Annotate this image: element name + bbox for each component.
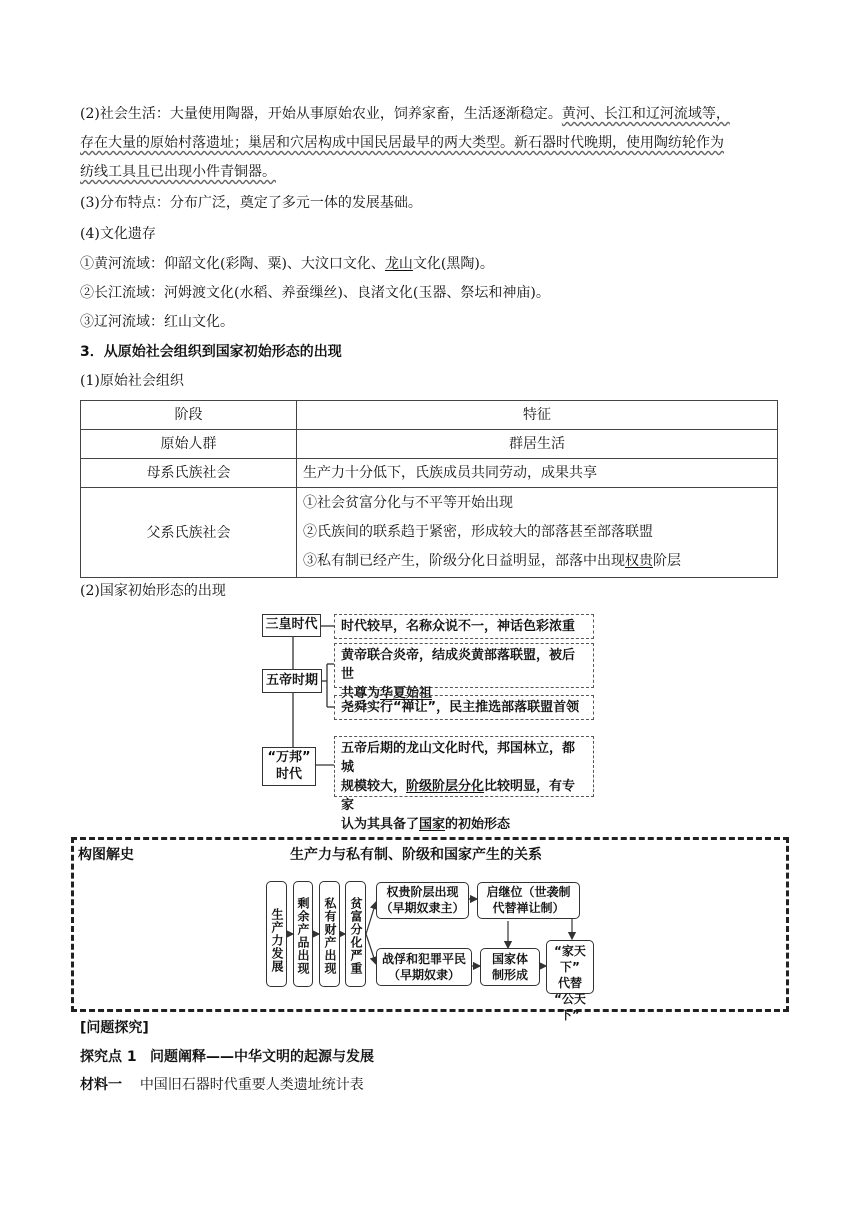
succession-box	[477, 882, 580, 919]
heritage-liao-river: ③辽河流域：红山文化。	[80, 314, 234, 330]
heritage-yangtze: ②长江流域：河姆渡文化(水稻、养蚕缫丝)、良渚文化(玉器、祭坛和神庙)。	[80, 285, 550, 301]
text: 的初始形态	[445, 817, 511, 832]
text: 战俘和犯罪平民	[381, 952, 466, 966]
section-3-heading: 3．从原始社会组织到国家初始形态的出现	[80, 344, 342, 360]
private-property-box: 私有财产出现	[319, 881, 340, 987]
nobility-box	[376, 882, 469, 919]
distribution-line: (3)分布特点：分布广泛，奠定了多元一体的发展基础。	[80, 195, 422, 211]
cell-feature: 群居生活	[297, 430, 778, 459]
social-life-line-2: 存在大量的原始村落遗址；巢居和穴居构成中国民居最早的两大类型。新石器时代晚期，使用陶纺轮作为	[80, 135, 724, 151]
text: （早期奴隶）	[387, 968, 460, 982]
sanhuang-desc: 时代较早，名称众说不一，神话色彩浓重	[334, 614, 594, 639]
wudi-box: 五帝时期	[262, 669, 322, 693]
social-life-line-3: 纺线工具且已出现小件青铜器。	[80, 164, 276, 180]
diagram2-label: 构图解史	[78, 847, 134, 863]
material-text: 中国旧石器时代重要人类遗址统计表	[139, 1077, 364, 1093]
cell-stage: 原始人群	[81, 430, 297, 459]
text: 黄帝联合炎帝，结成炎黄部落联盟，被后世	[341, 648, 576, 682]
text: 时代	[275, 767, 302, 782]
text: 代替	[557, 976, 582, 990]
feature-item: ①社会贫富分化与不平等开始出现	[303, 495, 513, 511]
text: “万邦”	[267, 750, 311, 765]
text: 认为其具备了	[341, 817, 420, 832]
wudi-desc-2: 尧舜实行“禅让”，民主推选部落联盟首领	[334, 695, 594, 720]
text: (2)社会生活：大量使用陶器，开始从事原始农业，饲养家畜，生活逐渐稳定。	[80, 106, 562, 122]
underlined-text: 权贵	[625, 553, 653, 569]
text: ③私有制已经产生，阶级分化日益明显，部落中出现	[303, 553, 625, 569]
text: 权贵阶层出现	[386, 885, 459, 899]
family-rule-box	[546, 940, 594, 1022]
header-feature: 特征	[297, 401, 778, 430]
text: 国家体	[491, 952, 528, 966]
text: “家天下”	[554, 944, 586, 974]
point-text: 问题阐释——中华文明的起源与发展	[149, 1049, 374, 1065]
cell-stage: 父系氏族社会	[81, 488, 297, 578]
inquiry-heading: [问题探究]	[80, 1020, 149, 1036]
org-title: (1)原始社会组织	[80, 373, 184, 389]
text: 启继位（世袭制	[486, 885, 571, 899]
inquiry-point	[80, 1047, 374, 1067]
point-label: 探究点 1	[80, 1049, 137, 1065]
text: 比较明显，有专家	[341, 779, 576, 813]
text: 共尊为	[341, 686, 381, 701]
header-stage: 阶段	[81, 401, 297, 430]
material-line	[80, 1075, 364, 1095]
productivity-box: 生产力发展	[266, 881, 287, 987]
text: 五帝后期的龙山文化时代，邦国林立，都城	[341, 741, 576, 775]
text: 规模较大，	[341, 779, 407, 794]
text: 文化(黑陶)。	[412, 256, 494, 272]
sanhuang-box: 三皇时代	[262, 614, 321, 637]
underlined-text: 国家	[419, 817, 446, 832]
text: （早期奴隶主）	[380, 901, 465, 915]
text: “公天下”	[554, 992, 586, 1022]
state-title: (2)国家初始形态的出现	[80, 583, 226, 599]
text: ①黄河流域：仰韶文化(彩陶、粟)、大汶口文化、	[80, 256, 385, 272]
text: 制形成	[491, 968, 528, 982]
underlined-text: 龙山	[384, 256, 413, 272]
emphasis-text: 黄河、长江和辽河流域等，	[561, 106, 730, 122]
diagram2-title: 生产力与私有制、阶级和国家产生的关系	[290, 847, 542, 863]
state-system-box	[480, 948, 540, 986]
heritage-title: (4)文化遗存	[80, 226, 156, 242]
slaves-box	[376, 948, 472, 986]
feature-item: ②氏族间的联系趋于紧密，形成较大的部落甚至部落联盟	[303, 524, 653, 540]
underlined-text: 华夏始祖	[380, 686, 433, 701]
cell-feature: 生产力十分低下，氏族成员共同劳动，成果共享	[297, 459, 778, 488]
text: 代替禅让制）	[492, 901, 565, 915]
surplus-box: 剩余产品出现	[293, 881, 313, 987]
text: 阶层	[653, 553, 681, 569]
wealth-gap-box: 贫富分化严重	[345, 881, 366, 987]
underlined-text: 阶级阶层分化	[406, 779, 485, 794]
cell-stage: 母系氏族社会	[81, 459, 297, 488]
material-label: 材料一	[80, 1077, 122, 1093]
